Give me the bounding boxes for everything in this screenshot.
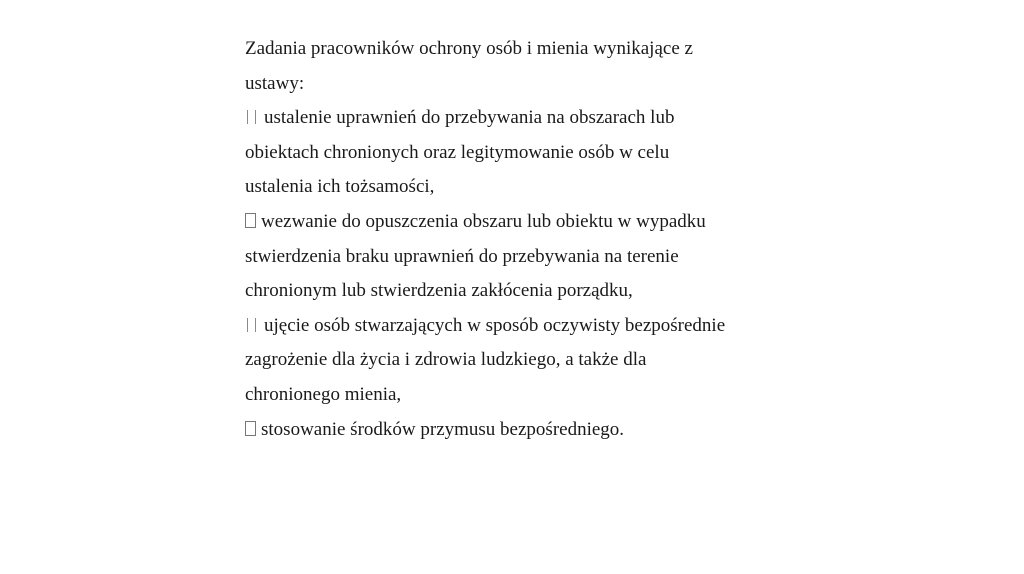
line-text: wezwanie do opuszczenia obszaru lub obiektu w wypadku bbox=[261, 210, 706, 232]
list-item-3 bbox=[245, 309, 765, 344]
text-line-11 bbox=[245, 378, 765, 413]
missing-glyph-box-icon bbox=[245, 421, 256, 436]
missing-glyph-icon bbox=[245, 318, 259, 332]
line-text: chronionego mienia, bbox=[245, 383, 402, 405]
text-line-1 bbox=[245, 32, 765, 67]
text-line-4 bbox=[245, 136, 765, 171]
text-line-7 bbox=[245, 240, 765, 275]
text-line-2 bbox=[245, 67, 765, 102]
text-line-8 bbox=[245, 274, 765, 309]
missing-glyph-icon bbox=[245, 110, 259, 124]
line-text: stwierdzenia braku uprawnień do przebywania na terenie bbox=[245, 245, 679, 267]
line-text: stosowanie środków przymusu bezpośredniego. bbox=[261, 418, 625, 440]
text-line-5 bbox=[245, 170, 765, 205]
list-item-1 bbox=[245, 101, 765, 136]
text-line-10 bbox=[245, 343, 765, 378]
line-text: zagrożenie dla życia i zdrowia ludzkiego, a także dla bbox=[245, 349, 647, 371]
line-text: Zadania pracowników ochrony osób i mienia wynikające z bbox=[245, 38, 693, 59]
list-item-2 bbox=[245, 205, 765, 240]
document-text bbox=[245, 32, 765, 447]
line-text: chronionym lub stwierdzenia zakłócenia porządku, bbox=[245, 280, 633, 302]
line-text: obiektach chronionych oraz legitymowanie osób w celu bbox=[245, 141, 670, 163]
line-text: ustalenie uprawnień do przebywania na obszarach lub bbox=[264, 107, 675, 129]
list-item-4 bbox=[245, 413, 765, 448]
line-text: ujęcie osób stwarzających w sposób oczywisty bezpośrednie bbox=[264, 314, 726, 336]
line-text: ustawy: bbox=[245, 72, 305, 94]
line-text: ustalenia ich tożsamości, bbox=[245, 176, 435, 198]
missing-glyph-box-icon bbox=[245, 213, 256, 228]
